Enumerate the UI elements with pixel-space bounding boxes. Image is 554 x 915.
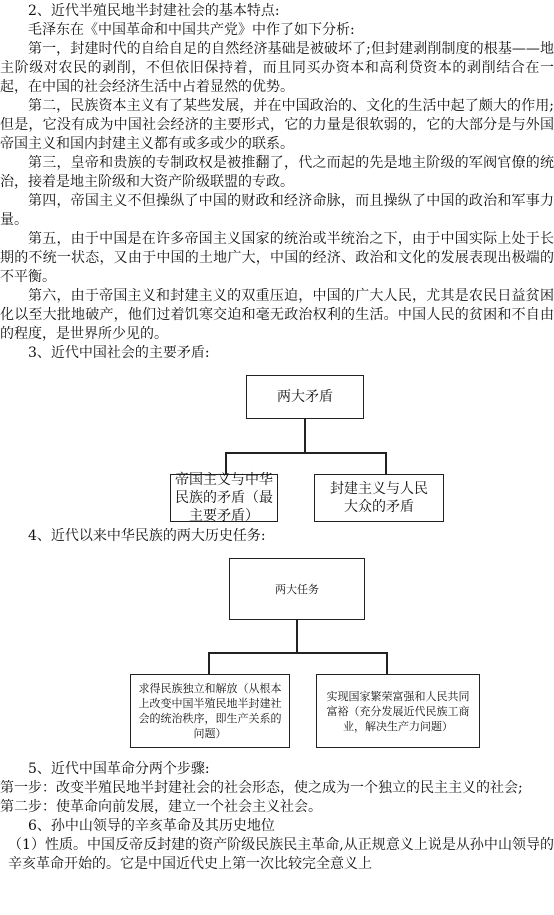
section-6-heading: 6、孙中山领导的辛亥革命及其历史地位 (28, 818, 275, 834)
contradictions-root-label: 两大矛盾 (277, 389, 333, 405)
section-5-heading: 5、近代中国革命分两个步骤: (28, 761, 210, 777)
section-3-heading: 3、近代中国社会的主要矛盾: (28, 345, 210, 361)
connector-line (386, 652, 388, 674)
section-2-intro: 毛泽东在《中国革命和中国共产党》中作了如下分析: (28, 22, 355, 38)
contradictions-left-box (170, 474, 278, 522)
section-5-step-1: 第一步：改变半殖民地半封建社会的社会形态，使之成为一个独立的民主主义的社会; (0, 780, 523, 796)
section-6-paragraph-1: （1）性质。中国反帝反封建的资产阶级民族民主革命,从正规意义上说是从孙中山领导的辛亥革命开始的。它是中国近代史上第一次比较完全意义上 (8, 837, 554, 872)
tasks-left-box (130, 674, 290, 748)
connector-line (225, 452, 386, 454)
section-5-step-2: 第二步：使革命向前发展，建立一个社会主义社会。 (0, 799, 322, 815)
contradictions-right-label: 封建主义与人民大众的矛盾 (330, 481, 428, 515)
contradictions-left-label: 帝国主义与中华民族的矛盾（最主要矛盾） (175, 472, 273, 524)
tasks-left-label: 求得民族独立和解放（从根本上改变中国半殖民地半封建社会的统治秩序，即生产关系的问题） (138, 682, 282, 740)
tasks-diagram (0, 546, 554, 752)
connector-line (304, 419, 306, 453)
section-2-point-2: 第二，民族资本主义有了某些发展，并在中国政治的、文化的生活中起了颇大的作用;但是，它没有成为中国社会经济的主要形式，它的力量是很软弱的，它的大部分是与外国帝国主义和国内封建主义都有或多或少的联系。 (0, 98, 554, 152)
connector-line (208, 652, 210, 674)
section-2-point-6: 第六，由于帝国主义和封建主义的双重压迫，中国的广大人民，尤其是农民日益贫困化以至大批地破产，他们过着饥寒交迫和毫无政治权利的生活。中国人民的贫困和不自由的程度，是世界所少见的。 (0, 288, 554, 342)
section-2-heading: 2、近代半殖民地半封建社会的基本特点: (28, 3, 280, 19)
tasks-right-box (316, 674, 480, 748)
connector-line (296, 620, 298, 653)
tasks-right-label: 实现国家繁荣富强和人民共同富裕（充分发展近代民族工商业，解决生产力问题） (326, 689, 470, 733)
tasks-root-label: 两大任务 (275, 582, 319, 596)
connector-line (208, 652, 387, 654)
connector-line (385, 452, 387, 474)
section-4-heading: 4、近代以来中华民族的两大历史任务: (28, 528, 266, 544)
tasks-root-box (229, 558, 365, 620)
contradictions-diagram (0, 363, 554, 523)
section-2-point-3: 第三，皇帝和贵族的专制政权是被推翻了，代之而起的先是地主阶级的军阀官僚的统治，接着是地主阶级和大资产阶级联盟的专政。 (0, 155, 554, 190)
section-2-point-1: 第一，封建时代的自给自足的自然经济基础是被破坏了;但封建剥削制度的根基——地主阶级对农民的剥削，不但依旧保持着，而且同买办资本和高利贷资本的剥削结合在一起，在中国的社会经济生活中占着显然的优势。 (0, 41, 554, 95)
contradictions-root-box (246, 375, 364, 419)
contradictions-right-box (314, 474, 444, 522)
section-2-point-4: 第四，帝国主义不但操纵了中国的财政和经济命脉，而且操纵了中国的政治和军事力量。 (0, 193, 554, 228)
section-2-point-5: 第五，由于中国是在许多帝国主义国家的统治或半统治之下，由于中国实际上处于长期的不统一状态，又由于中国的土地广大，中国的经济、政治和文化的发展表现出极端的不平衡。 (0, 231, 554, 285)
